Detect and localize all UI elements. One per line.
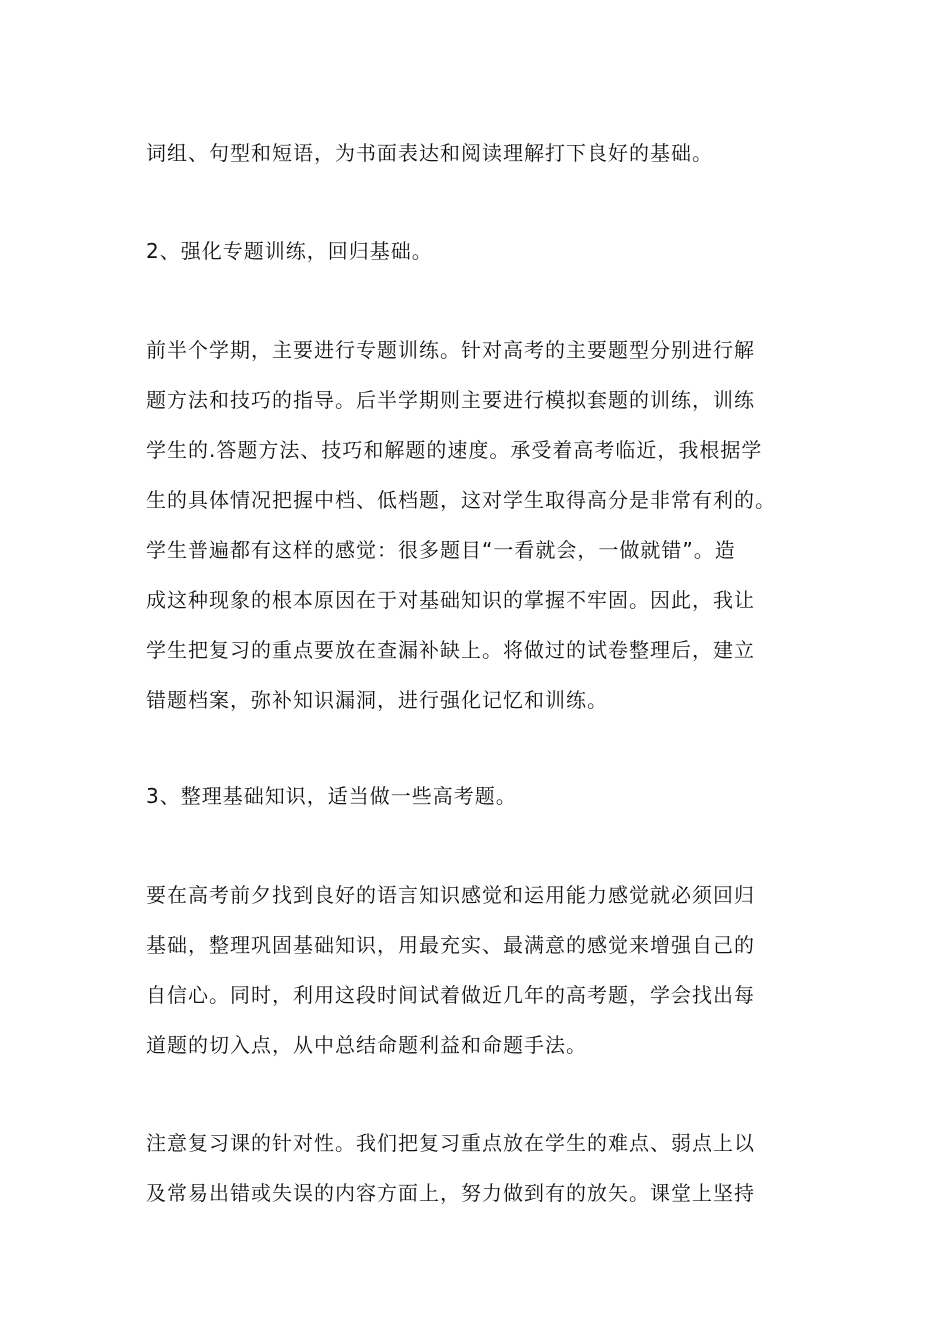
text-line: 学生的.答题方法、技巧和解题的速度。承受着高考临近，我根据学: [146, 438, 763, 462]
paragraph-review-focus: [146, 1118, 826, 1218]
text-line: 2、强化专题训练，回归基础。: [146, 239, 433, 263]
text-line: 成这种现象的根本原因在于对基础知识的掌握不牢固。因此，我让: [146, 588, 755, 612]
heading-section-2: [146, 226, 826, 276]
text-line: 3、整理基础知识，适当做一些高考题。: [146, 784, 517, 808]
text-line: 生的具体情况把握中档、低档题，这对学生取得高分是非常有利的。: [146, 488, 776, 512]
text-line: 道题的切入点，从中总结命题利益和命题手法。: [146, 1033, 587, 1057]
paragraph-intro-continuation: [146, 128, 826, 178]
text-line: 基础，整理巩固基础知识，用最充实、最满意的感觉来增强自己的: [146, 933, 755, 957]
text-line: 错题档案，弥补知识漏洞，进行强化记忆和训练。: [146, 688, 608, 712]
paragraph-section-3: [146, 870, 826, 1070]
text-line: 自信心。同时，利用这段时间试着做近几年的高考题，学会找出每: [146, 983, 755, 1007]
heading-section-3: [146, 771, 826, 821]
text-line: 注意复习课的针对性。我们把复习重点放在学生的难点、弱点上以: [146, 1131, 755, 1155]
text-line: 题方法和技巧的指导。后半学期则主要进行模拟套题的训练，训练: [146, 388, 755, 412]
text-line: 及常易出错或失误的内容方面上，努力做到有的放矢。课堂上坚持: [146, 1181, 755, 1205]
text-line: 前半个学期，主要进行专题训练。针对高考的主要题型分别进行解: [146, 338, 755, 362]
text-line: 学生普遍都有这样的感觉：很多题目“一看就会，一做就错”。造: [146, 538, 736, 562]
paragraph-section-2: [146, 325, 826, 725]
text-line: 学生把复习的重点要放在查漏补缺上。将做过的试卷整理后，建立: [146, 638, 755, 662]
text-line: 要在高考前夕找到良好的语言知识感觉和运用能力感觉就必须回归: [146, 883, 755, 907]
text-line: 词组、句型和短语，为书面表达和阅读理解打下良好的基础。: [146, 141, 713, 165]
